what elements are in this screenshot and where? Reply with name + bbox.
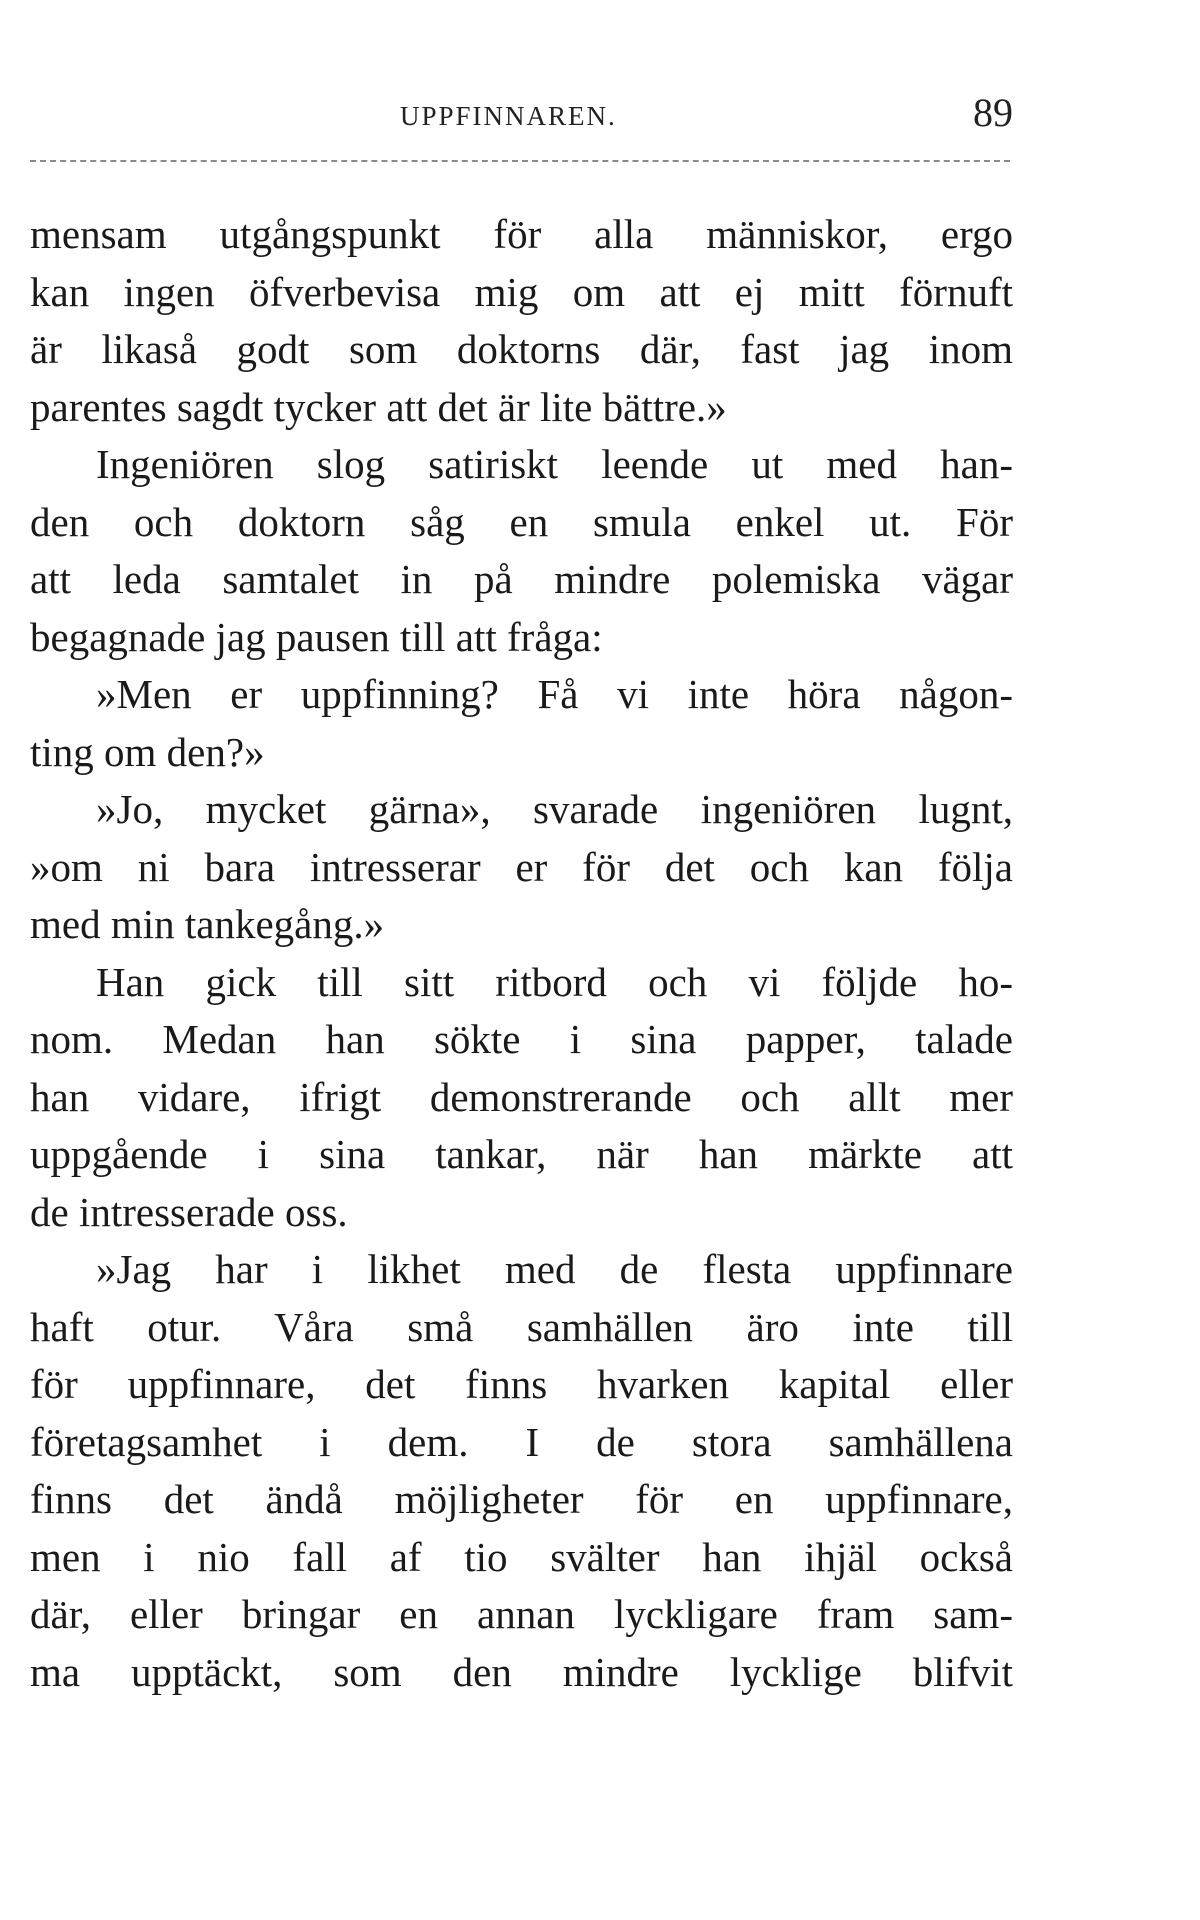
text-line: är likaså godt som doktorns där, fast jag inom <box>30 326 1013 372</box>
text-line: begagnade jag pausen till att fråga: <box>30 613 603 660</box>
running-head <box>28 90 1013 135</box>
text-line: företagsamhet i dem. I de stora samhällena <box>30 1418 1013 1465</box>
text-line: där, eller bringar en annan lyckligare fram sam- <box>30 1591 1013 1637</box>
text-line: Ingeniören slog satiriskt leende ut med han- <box>96 441 1013 487</box>
text-line: att leda samtalet in på mindre polemiska vägar <box>30 556 1013 602</box>
text-line: ma upptäckt, som den mindre lycklige blifvit <box>30 1648 1013 1695</box>
text-line: parentes sagdt tycker att det är lite bättre.» <box>30 383 727 430</box>
text-line: Han gick till sitt ritbord och vi följde ho- <box>96 958 1013 1005</box>
text-line: kan ingen öfverbevisa mig om att ej mitt förnuft <box>30 268 1013 315</box>
running-title: UPPFINNAREN. <box>400 101 617 131</box>
text-line: han vidare, ifrigt demonstrerande och allt mer <box>30 1073 1013 1120</box>
text-line: »Men er uppfinning? Få vi inte höra någon- <box>96 671 1013 717</box>
text-line: mensam utgångspunkt för alla människor, ergo <box>30 211 1013 257</box>
text-line: nom. Medan han sökte i sina papper, talade <box>30 1016 1013 1062</box>
body-text <box>30 206 1013 1701</box>
text-line: ting om den?» <box>30 728 265 775</box>
text-line: »om ni bara intresserar er för det och kan följa <box>30 843 1013 890</box>
page-number: 89 <box>973 90 1013 135</box>
text-line: men i nio fall af tio svälter han ihjäl också <box>30 1533 1013 1580</box>
text-line: haft otur. Våra små samhällen äro inte till <box>30 1303 1013 1350</box>
text-line: de intresserade oss. <box>30 1188 348 1235</box>
text-line: den och doktorn såg en smula enkel ut. För <box>30 498 1013 545</box>
text-line: med min tankegång.» <box>30 901 385 947</box>
header-rule <box>30 160 1010 162</box>
text-line: »Jo, mycket gärna», svarade ingeniören lugnt, <box>96 786 1013 832</box>
text-line: för uppfinnare, det finns hvarken kapital eller <box>30 1361 1013 1407</box>
text-line: finns det ändå möjligheter för en uppfinnare, <box>30 1476 1013 1522</box>
text-line: uppgående i sina tankar, när han märkte att <box>30 1131 1013 1177</box>
text-line: »Jag har i likhet med de flesta uppfinnare <box>96 1246 1013 1292</box>
